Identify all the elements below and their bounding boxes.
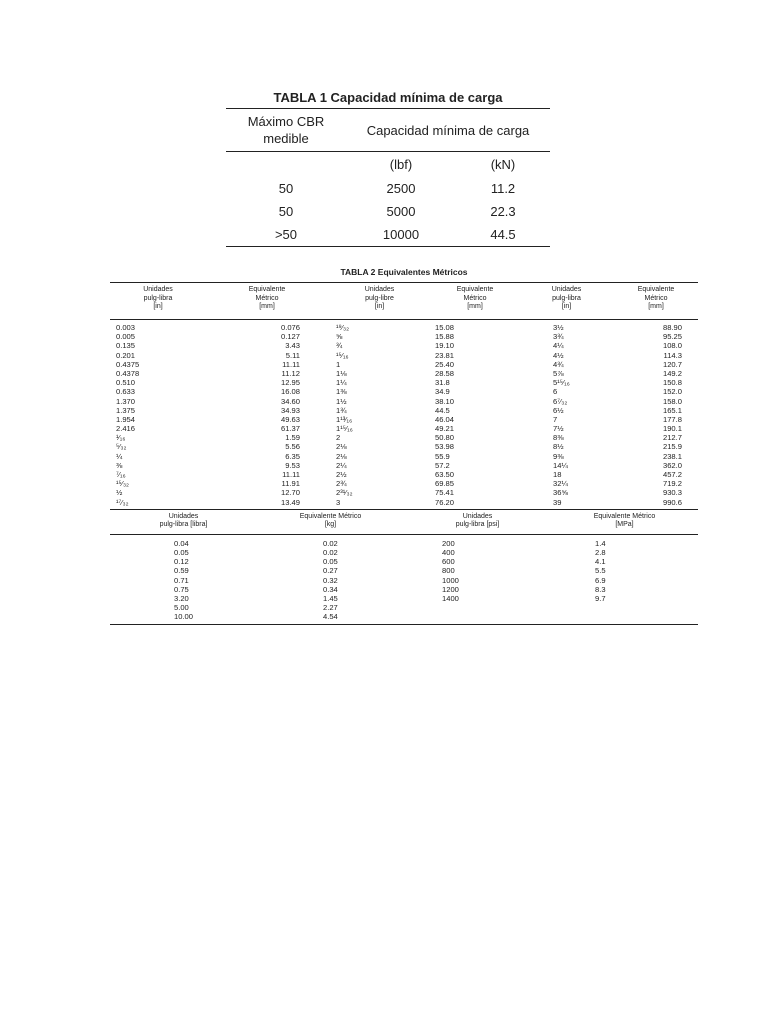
table-cell: 25.40 [435, 359, 455, 369]
table-cell: 0.05 [174, 547, 189, 557]
table-cell: 1⅛ [336, 368, 347, 378]
table-cell: 50 [278, 181, 294, 196]
column-inch-1 [110, 323, 206, 507]
table-cell: ⅜ [116, 460, 123, 470]
table-cell: 1¹⁵⁄₁₆ [336, 424, 353, 434]
table-cell: 3.43 [285, 341, 300, 351]
table-cell: 1⅜ [336, 387, 347, 397]
table-1-title: TABLA 1 Capacidad mínima de carga [226, 90, 550, 109]
table-cell: 0.127 [280, 332, 300, 342]
table-cell: 2.27 [323, 603, 338, 613]
header-cell: Unidades pulg-libre [in] [364, 286, 395, 311]
table-cell: 1 [336, 359, 341, 369]
table-cell: 55.9 [435, 451, 450, 461]
table-cell: 39 [553, 497, 562, 507]
table-cell: 16.08 [280, 387, 300, 397]
table-cell: 36⅝ [553, 488, 568, 498]
table-1-header-capacity: Capacidad mínima de carga [346, 109, 550, 152]
table-cell: 0.71 [174, 575, 189, 585]
table-cell: 158.0 [662, 396, 682, 406]
table-cell: 8⅜ [553, 433, 564, 443]
table-2-top-header [110, 283, 698, 320]
table-cell: 6½ [553, 405, 564, 415]
header-cell: Equivalente Métrico [mm] [637, 286, 675, 311]
table-cell: 8½ [553, 442, 564, 452]
table-cell: 600 [442, 557, 455, 567]
table-cell: 7 [553, 414, 558, 424]
table-cell: 9.53 [285, 460, 300, 470]
table-1-unit: (kN) [490, 157, 516, 172]
table-cell: 4¼ [553, 341, 564, 351]
table-cell: 0.32 [323, 575, 338, 585]
table-cell: 120.7 [662, 359, 682, 369]
table-cell: 34.9 [435, 387, 450, 397]
table-cell: 0.04 [174, 538, 189, 548]
table-cell: 22.3 [490, 204, 516, 219]
table-cell: 1.4 [595, 538, 606, 548]
column-inch-2 [328, 323, 431, 507]
table-cell: 6 [553, 387, 558, 397]
table-cell: 5.56 [285, 442, 300, 452]
table-cell: 0.135 [116, 341, 136, 351]
table-cell: 4.1 [595, 557, 606, 567]
table-cell: 0.076 [280, 323, 300, 332]
table-cell: 2½ [336, 470, 347, 479]
table-cell: 4.54 [323, 612, 338, 622]
header-cell: Equivalente Métrico [mm] [456, 286, 494, 311]
table-cell: 0.02 [323, 547, 338, 557]
table-cell: 6.9 [595, 575, 606, 585]
table-cell: 1¾ [336, 405, 347, 415]
table-cell: 3¾ [553, 332, 564, 342]
table-cell: 11.11 [282, 359, 300, 369]
column-mm-1 [206, 323, 328, 507]
table-cell: 1000 [442, 575, 459, 585]
table-cell: 31.8 [435, 378, 450, 388]
table-cell: 11.12 [281, 368, 300, 378]
table-cell: ⁵⁄₃₂ [116, 442, 127, 452]
header-cell: Unidades pulg-libra [in] [551, 286, 582, 311]
table-cell: 44.5 [435, 405, 450, 415]
table-cell: 34.93 [280, 405, 300, 415]
table-cell: 1.375 [116, 405, 136, 415]
table-cell: 15.08 [435, 323, 455, 332]
table-cell: 13.49 [280, 497, 300, 507]
table-cell: 32¼ [553, 479, 568, 489]
table-cell: ¹⁄₁₆ [116, 433, 126, 443]
table-2-bottom-header [110, 510, 698, 535]
table-cell: 2.416 [116, 424, 136, 434]
table-cell: 4¾ [553, 359, 564, 369]
column-mm-3 [614, 323, 698, 507]
table-cell: 5¹⁵⁄₁₆ [553, 378, 570, 388]
table-cell: 4½ [553, 350, 564, 360]
column-inch-3 [519, 323, 614, 507]
table-cell: 61.37 [280, 424, 300, 434]
table-cell: 0.201 [116, 350, 136, 360]
column-kg [257, 539, 404, 622]
table-cell: 0.75 [174, 584, 189, 594]
table-cell: 2¾ [336, 479, 347, 489]
table-cell: 200 [442, 538, 455, 548]
table-cell: 11.11 [282, 470, 300, 479]
column-mpa [551, 539, 698, 622]
table-cell: 34.60 [280, 396, 300, 406]
table-1-unit: (lbf) [389, 157, 413, 172]
column-psi [404, 539, 551, 622]
table-cell: 0.59 [174, 566, 189, 576]
table-cell: 0.003 [116, 323, 136, 332]
table-cell: 69.85 [435, 479, 455, 489]
table-cell: 8.3 [595, 584, 606, 594]
table-cell: 50.80 [435, 433, 455, 443]
table-cell: 2¼ [336, 460, 347, 470]
table-cell: 9⅜ [553, 451, 564, 461]
table-2-title: TABLA 2 Equivalentes Métricos [340, 267, 468, 277]
column-mm-2 [431, 323, 519, 507]
table-cell: 2⅛ [336, 442, 347, 452]
table-cell: 362.0 [662, 460, 682, 470]
table-1-unit [226, 152, 346, 178]
table-cell: 165.1 [662, 405, 682, 415]
table-cell: 46.04 [435, 414, 455, 424]
table-cell: 9.7 [595, 593, 606, 603]
table-cell: 75.41 [435, 488, 455, 498]
table-cell: 212.7 [662, 433, 682, 443]
table-cell: 3 [336, 497, 341, 507]
header-cell: Unidades pulg-libra [libra] [159, 512, 208, 529]
table-cell: 19.10 [435, 341, 455, 351]
table-cell: 1200 [442, 584, 459, 594]
table-2-bottom-body [110, 535, 698, 625]
table-cell: ⁷⁄₁₆ [116, 470, 126, 479]
table-cell: ¹⁹⁄₃₂ [336, 323, 350, 332]
table-cell: 1½ [336, 396, 347, 406]
table-cell: 11.91 [281, 479, 300, 489]
table-cell: 152.0 [662, 387, 682, 397]
table-cell: 177.8 [662, 414, 682, 424]
table-cell: 190.1 [662, 424, 682, 434]
table-cell: 6.35 [285, 451, 300, 461]
table-cell: 18 [553, 470, 562, 479]
table-cell: 2.8 [595, 547, 606, 557]
table-cell: 88.90 [662, 323, 682, 332]
table-cell: 53.98 [435, 442, 455, 452]
table-cell: 114.3 [663, 350, 682, 360]
table-row [226, 177, 550, 200]
table-2-top-body [110, 320, 698, 510]
table-cell: 49.21 [435, 424, 455, 434]
table-cell: 11.2 [490, 181, 516, 196]
table-cell: 0.34 [323, 584, 338, 594]
table-cell: ⅝ [336, 332, 343, 342]
header-cell: Unidades pulg-libra [psi] [455, 512, 500, 529]
table-cell: 6⁷⁄₃₂ [553, 396, 568, 406]
table-cell: 76.20 [435, 497, 455, 507]
table-cell: 50 [278, 204, 294, 219]
table-cell: ¹⁷⁄₃₂ [116, 497, 129, 507]
table-cell: 1.954 [116, 414, 136, 424]
table-cell: 1¹³⁄₁₆ [336, 414, 353, 424]
table-cell: 800 [442, 566, 455, 576]
table-cell: 38.10 [435, 396, 455, 406]
table-cell: 990.6 [662, 497, 682, 507]
table-cell: 215.9 [662, 442, 682, 452]
table-cell: 5.11 [285, 350, 300, 360]
table-cell: 5.5 [595, 566, 606, 576]
table-cell: ½ [116, 488, 123, 498]
table-row [226, 200, 550, 223]
table-cell: 14¼ [553, 460, 568, 470]
table-cell: 44.5 [490, 227, 516, 242]
table-cell: 23.81 [435, 350, 455, 360]
header-cell: Equivalente Métrico [mm] [248, 286, 286, 311]
table-cell: 0.005 [116, 332, 136, 342]
table-cell: 3.20 [174, 593, 189, 603]
table-cell: 5⅞ [553, 368, 564, 378]
table-cell: 457.2 [662, 470, 682, 479]
table-cell: 0.633 [116, 387, 136, 397]
table-cell: 57.2 [435, 460, 450, 470]
table-cell: 49.63 [280, 414, 300, 424]
table-1-grid [226, 109, 550, 247]
header-cell: Equivalente Métrico [kg] [299, 512, 362, 529]
table-cell: 930.3 [662, 488, 682, 498]
table-cell: 1400 [442, 593, 459, 603]
table-cell: 0.02 [323, 538, 338, 548]
table-cell: 7½ [553, 424, 564, 434]
table-cell: 0.05 [323, 557, 338, 567]
table-cell: 149.2 [662, 368, 682, 378]
table-cell: 15.88 [435, 332, 455, 342]
table-cell: ¾ [336, 341, 343, 351]
table-cell: 1.59 [285, 433, 300, 443]
table-cell: 1.45 [323, 593, 338, 603]
table-cell: 5.00 [174, 603, 189, 613]
table-cell: >50 [274, 227, 298, 242]
table-cell: 2 [336, 433, 341, 443]
table-cell: 238.1 [662, 451, 682, 461]
table-1-header-cbr: Máximo CBR medible [226, 109, 346, 152]
column-pound [110, 539, 257, 622]
table-2 [110, 282, 698, 625]
table-cell: 400 [442, 547, 455, 557]
table-cell: 28.58 [435, 368, 455, 378]
table-cell: 95.25 [662, 332, 682, 342]
table-cell: 2⅛ [336, 451, 347, 461]
table-cell: 12.70 [280, 488, 300, 498]
table-cell: 1¼ [336, 378, 347, 388]
table-cell: 5000 [386, 204, 416, 219]
table-cell: 3½ [553, 323, 564, 332]
table-cell: 108.0 [662, 341, 682, 351]
table-cell: 2³¹⁄₃₂ [336, 488, 353, 498]
table-cell: 0.510 [116, 378, 136, 388]
header-cell: Equivalente Métrico [MPa] [593, 512, 656, 529]
table-cell: 10.00 [174, 612, 194, 622]
table-cell: 0.12 [174, 557, 189, 567]
table-cell: 0.4375 [116, 359, 140, 369]
table-cell: 150.8 [662, 378, 682, 388]
table-row [226, 223, 550, 247]
table-cell: 63.50 [435, 470, 455, 479]
table-cell: 12.95 [280, 378, 300, 388]
table-cell: 0.4378 [116, 368, 140, 378]
table-cell: 719.2 [662, 479, 682, 489]
table-cell: ¼ [116, 451, 123, 461]
table-cell: 1.370 [116, 396, 136, 406]
table-cell: 10000 [382, 227, 420, 242]
table-1 [226, 90, 550, 247]
table-cell: ¹⁵⁄₃₂ [116, 479, 129, 489]
table-cell: ¹⁵⁄₁₆ [336, 350, 349, 360]
header-cell: Unidades pulg-libra [in] [143, 286, 173, 311]
table-cell: 2500 [386, 181, 416, 196]
table-cell: 0.27 [323, 566, 338, 576]
